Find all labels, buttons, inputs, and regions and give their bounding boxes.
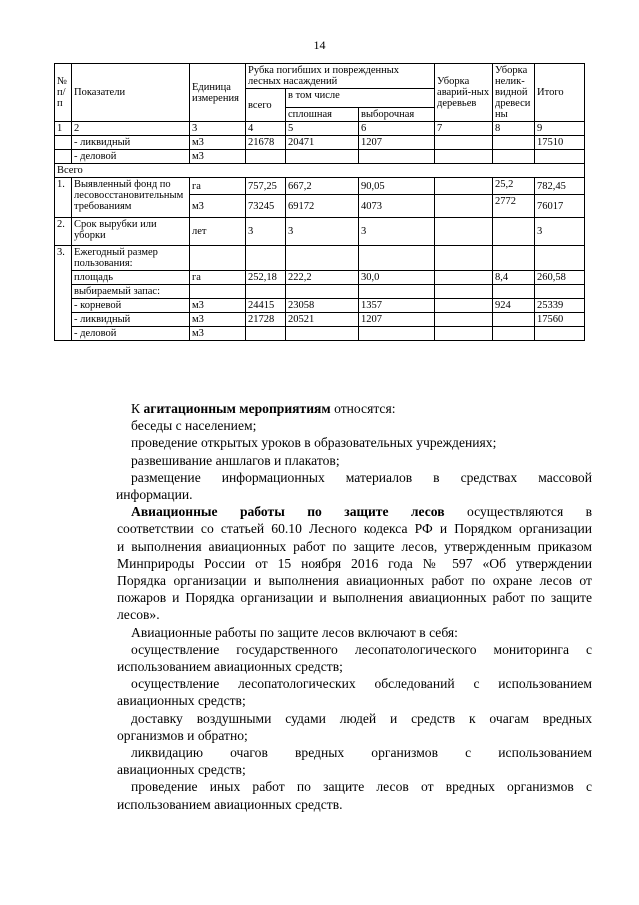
list-item: развешивание аншлагов и плакатов; <box>131 452 340 468</box>
col-number: 4 <box>246 122 286 136</box>
col-number: 9 <box>535 122 585 136</box>
cell: 260,58 <box>535 271 585 285</box>
row-label: - ликвидный <box>72 136 190 150</box>
header-unit: Единица измерения <box>190 64 246 122</box>
paragraph-line: и выполнения авиационных работ по защите лесов, утвержденным приказом <box>117 538 592 554</box>
header-num: № п/п <box>55 64 72 122</box>
cell: 17510 <box>535 136 585 150</box>
paragraph-line: пожаров и Порядка организации и выполнения авиационных работ по защите <box>117 590 592 606</box>
row-unit: м3 <box>190 313 246 327</box>
list-item: проведение открытых уроков в образовательных учреждениях; <box>131 435 497 451</box>
cell: 21678 <box>246 136 286 150</box>
row-label: Выявленный фонд по лесовосстановительным требованиям <box>72 178 190 218</box>
table-row <box>55 285 585 299</box>
cell: 8,4 <box>493 271 535 285</box>
cell: 667,2 <box>286 178 359 195</box>
row-unit: м3 <box>190 150 246 164</box>
header-solid: сплошная <box>286 108 359 122</box>
row-unit: лет <box>190 218 246 246</box>
cell: 924 <box>493 299 535 313</box>
list-item: проведение иных работ по защите лесов от вредных организмов с <box>131 779 592 795</box>
cell: 90,05 <box>359 178 435 195</box>
cell: 23058 <box>286 299 359 313</box>
paragraph: К агитационным мероприятиям относятся: <box>131 401 396 416</box>
cell: 20521 <box>286 313 359 327</box>
cell: 73245 <box>246 195 286 218</box>
paragraph-line: Минприроды России от 15 ноября 2016 года № 597 «Об утверждении <box>117 555 592 571</box>
paragraph: Авиационные работы по защите лесов включают в себя: <box>131 624 458 640</box>
cell <box>435 271 493 285</box>
cell: 20471 <box>286 136 359 150</box>
cell: 1357 <box>359 299 435 313</box>
list-item: осуществление государственного лесопатологического мониторинга с <box>131 641 592 657</box>
paragraph: Авиационные работы по защите лесов осуществляются в <box>131 504 592 520</box>
row-num: 3. <box>55 246 72 341</box>
cell: 21728 <box>246 313 286 327</box>
cell <box>435 136 493 150</box>
cell: 1207 <box>359 313 435 327</box>
table-row <box>55 313 585 327</box>
list-item-cont: использованием авиационных средств; <box>117 659 343 675</box>
row-label: - корневой <box>72 299 190 313</box>
col-number: 2 <box>72 122 190 136</box>
cell: 25339 <box>535 299 585 313</box>
paragraph-line: Порядка организации и выполнения авиационных работ по охране лесов от <box>117 573 592 589</box>
cell: 1207 <box>359 136 435 150</box>
list-item-cont: авиационных средств; <box>117 693 246 709</box>
row-unit: га <box>190 271 246 285</box>
cell: 782,45 <box>535 178 585 195</box>
header-including: в том числе <box>286 89 435 108</box>
cell <box>493 136 535 150</box>
list-item-cont: информации. <box>116 487 193 503</box>
row-label: - ликвидный <box>72 313 190 327</box>
cell <box>493 313 535 327</box>
row-label: Ежегодный размер пользования: <box>72 246 190 271</box>
col-number: 8 <box>493 122 535 136</box>
list-item-cont: организмов и обратно; <box>117 727 248 743</box>
row-label: Срок вырубки или уборки <box>72 218 190 246</box>
cell: 252,18 <box>246 271 286 285</box>
col-number: 7 <box>435 122 493 136</box>
forest-cutting-table <box>54 63 585 341</box>
body-text <box>117 400 592 813</box>
page-number: 14 <box>313 38 326 52</box>
paragraph-line: лесов». <box>117 607 160 623</box>
cell: 76017 <box>535 195 585 218</box>
table-row <box>55 178 585 195</box>
list-item: беседы с населением; <box>131 418 257 434</box>
cell: 757,25 <box>246 178 286 195</box>
list-item: размещение информационных материалов в средствах массовой <box>131 469 592 485</box>
list-item: доставку воздушными судами людей и средств к очагам вредных <box>131 710 592 726</box>
table-row <box>55 246 585 271</box>
row-label: выбираемый запас: <box>72 285 190 299</box>
header-nonliquid: Уборка нелик-видной древеси ны <box>493 64 535 122</box>
header-emergency: Уборка аварий-ных деревьев <box>435 64 493 122</box>
col-number: 3 <box>190 122 246 136</box>
header-cutting: Рубка погибших и поврежденных лесных насаждений <box>246 64 435 89</box>
cell: 69172 <box>286 195 359 218</box>
row-label: - деловой <box>72 150 190 164</box>
list-item: ликвидацию очагов вредных организмов с использованием <box>131 745 592 761</box>
row-unit: м3 <box>190 299 246 313</box>
cell <box>435 299 493 313</box>
cell: 222,2 <box>286 271 359 285</box>
cell: 24415 <box>246 299 286 313</box>
table-row <box>55 218 585 246</box>
header-indicators: Показатели <box>72 64 190 122</box>
table-row <box>55 299 585 313</box>
cell: 25,2 <box>493 178 535 195</box>
cell <box>435 313 493 327</box>
row-unit: м3 <box>190 327 246 341</box>
cell: 3 <box>286 218 359 246</box>
header-itogo: Итого <box>535 64 585 122</box>
row-num: 2. <box>55 218 72 246</box>
table-row <box>55 327 585 341</box>
cell: 3 <box>246 218 286 246</box>
row-label: площадь <box>72 271 190 285</box>
row-unit: м3 <box>190 136 246 150</box>
cell: 4073 <box>359 195 435 218</box>
list-item-cont: использованием авиационных средств. <box>117 796 343 812</box>
cell: 17560 <box>535 313 585 327</box>
list-item: осуществление лесопатологических обследований с использованием <box>131 676 592 692</box>
row-unit: га <box>190 178 246 195</box>
paragraph-line: соответствии со статьей 60.10 Лесного кодекса РФ и Порядком организации <box>117 521 592 537</box>
header-selective: выборочная <box>359 108 435 122</box>
col-number: 5 <box>286 122 359 136</box>
row-unit: м3 <box>190 195 246 218</box>
cell: 2772 <box>493 195 535 218</box>
col-number: 6 <box>359 122 435 136</box>
table-row <box>55 150 585 164</box>
cell: 30,0 <box>359 271 435 285</box>
row-num: 1. <box>55 178 72 218</box>
table-row <box>55 271 585 285</box>
header-total-sub: всего <box>246 89 286 122</box>
row-label: - деловой <box>72 327 190 341</box>
col-number: 1 <box>55 122 72 136</box>
cell: 3 <box>535 218 585 246</box>
vsego-row: Всего <box>55 164 585 178</box>
cell: 3 <box>359 218 435 246</box>
table-row <box>55 136 585 150</box>
list-item-cont: авиационных средств; <box>117 762 246 778</box>
